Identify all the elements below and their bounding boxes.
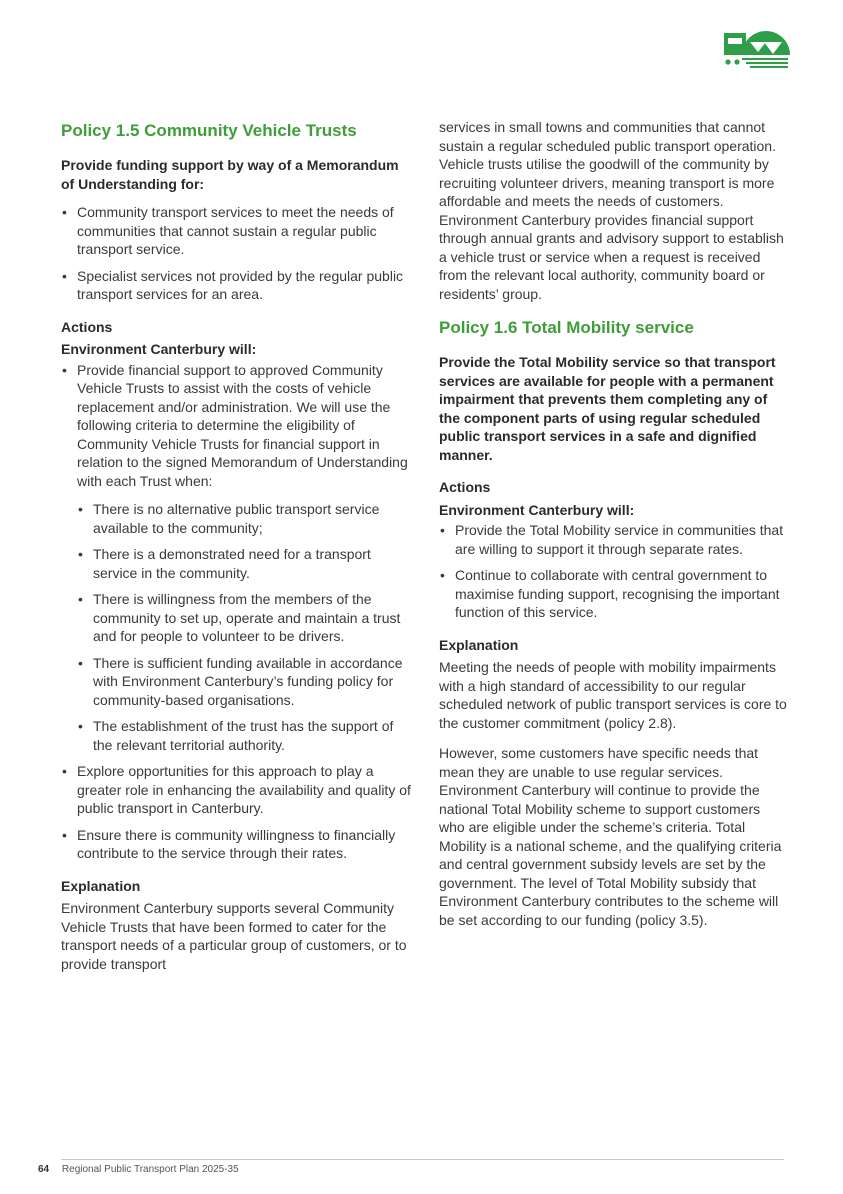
list-item: • The establishment of the trust has the support of the relevant territorial authority. bbox=[77, 717, 411, 754]
policy-1-6-intro: Provide the Total Mobility service so that transport services are available for people with a permanent impairment that prevents them completing any of the component parts of using regular scheduled public transport services in a safe and dignified manner. bbox=[439, 354, 776, 463]
transport-logo-icon bbox=[720, 25, 790, 69]
left-column bbox=[61, 118, 411, 985]
continued-text: services in small towns and communities that cannot sustain a regular scheduled public transport operation. Vehicle trusts utilise the goodwill of the community by recruiting volunteer drivers, meaning transport is more affordable and meets the needs of customers. Environment Canterbury provides financial support through annual grants and advisory support to establish a vehicle trust or service when a request is received from the relevant local authority, community board or residents’ group. bbox=[439, 119, 784, 302]
actions-heading: Actions bbox=[61, 318, 113, 335]
explanation-paragraph-2: However, some customers have specific needs that mean they are unable to use regular services. Environment Canterbury will continue to provide the national Total Mobility scheme to support customers who are eligible under the scheme’s criteria. Total Mobility is a national scheme, and the qualifying criteria and central government subsidy levels are set by the government. The level of Total Mobility subsidy that Environment Canterbury contributes to the scheme will be set according to our funding (policy 3.5). bbox=[439, 745, 782, 928]
list-item: • There is a demonstrated need for a transport service in the community. bbox=[77, 545, 411, 582]
list-item bbox=[61, 361, 411, 755]
will-heading: Environment Canterbury will: bbox=[61, 341, 257, 357]
list-item: • Explore opportunities for this approach to play a greater role in enhancing the availability and quality of public transport in Canterbury. bbox=[61, 762, 411, 818]
list-item: • Specialist services not provided by the regular public transport services for an area. bbox=[61, 267, 411, 304]
explanation-heading: Explanation bbox=[439, 636, 519, 653]
footer-divider bbox=[61, 1159, 784, 1160]
list-item: • There is sufficient funding available in accordance with Environment Canterbury’s funding policy for community-based organisations. bbox=[77, 654, 411, 710]
page-number: 64 bbox=[38, 1164, 50, 1175]
criteria-list bbox=[77, 500, 411, 754]
policy-1-6-title: Policy 1.6 Total Mobility service bbox=[439, 318, 694, 337]
actions-list bbox=[439, 521, 789, 622]
policy-1-5-title: Policy 1.5 Community Vehicle Trusts bbox=[61, 121, 357, 140]
policy-1-5-intro-list bbox=[61, 203, 411, 304]
action-text: Provide financial support to approved Community Vehicle Trusts to assist with the costs of vehicle replacement and/or administration. We will use the following criteria to determine the eligibility of Community Vehicle Trusts for financial support in relation to the signed Memorandum of Understanding with each Trust when: bbox=[77, 361, 408, 489]
explanation-heading: Explanation bbox=[61, 877, 141, 894]
list-item: • Community transport services to meet the needs of communities that cannot sustain a regular public transport service. bbox=[61, 203, 411, 259]
list-item: • Ensure there is community willingness to financially contribute to the service through their rates. bbox=[61, 826, 411, 863]
explanation-text: Environment Canterbury supports several Community Vehicle Trusts that have been formed to cater for the transport needs of a particular group of customers, or to provide transport bbox=[61, 900, 407, 972]
list-item: • Provide the Total Mobility service in communities that are willing to support it through separate rates. bbox=[439, 521, 789, 558]
right-column bbox=[439, 118, 789, 941]
actions-list bbox=[61, 361, 411, 863]
actions-heading: Actions bbox=[439, 479, 491, 495]
will-heading: Environment Canterbury will: bbox=[439, 501, 635, 518]
explanation-paragraph-1: Meeting the needs of people with mobility impairments with a high standard of accessibility to our regular scheduled network of public transport services is core to the customer commitment (policy 2.8). bbox=[439, 659, 787, 731]
list-item: • There is willingness from the members of the community to set up, operate and maintain a trust and for people to volunteer to be drivers. bbox=[77, 590, 411, 646]
list-item: • Continue to collaborate with central government to maximise funding support, recognising the important function of this service. bbox=[439, 566, 789, 622]
footer bbox=[38, 1164, 239, 1175]
list-item: • There is no alternative public transport service available to the community; bbox=[77, 500, 411, 537]
document-title: Regional Public Transport Plan 2025-35 bbox=[61, 1164, 239, 1175]
policy-1-5-intro: Provide funding support by way of a Memorandum of Understanding for: bbox=[61, 157, 399, 192]
